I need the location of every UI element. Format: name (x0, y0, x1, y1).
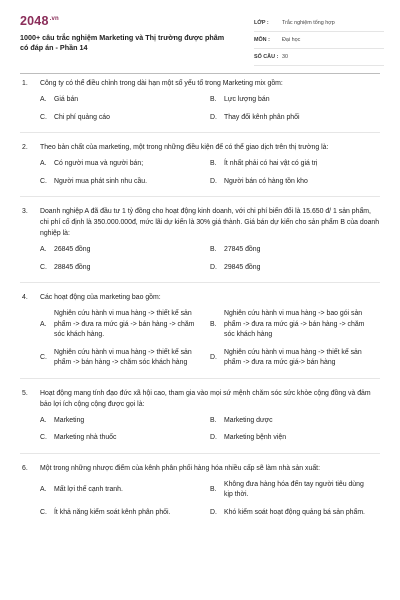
option-letter: C. (40, 434, 47, 441)
question-5 (0, 388, 400, 444)
answer-options (40, 309, 380, 369)
meta-table (254, 15, 384, 66)
answer-option-b[interactable] (210, 159, 380, 170)
answer-option-d[interactable] (210, 348, 380, 369)
option-letter: C. (40, 263, 47, 271)
option-text: Người bán có hàng tồn kho (224, 177, 308, 185)
question-2 (0, 142, 400, 187)
question-1 (0, 78, 400, 123)
question-text: Công ty có thể điều chỉnh trong dài hạn một số yếu tố trong Marketing mix gồm: (40, 80, 283, 87)
option-letter: B. (210, 320, 217, 328)
site-logo[interactable] (20, 14, 59, 28)
meta-value: Trắc nghiệm tổng hợp (282, 20, 335, 26)
answer-option-a[interactable] (40, 480, 210, 501)
answer-option-b[interactable] (210, 245, 380, 256)
answer-options (40, 159, 380, 187)
option-letter: A. (40, 96, 47, 103)
page-title: 1000+ câu trắc nghiệm Marketing và Thị trường được phâm có đáp án - Phần 14 (20, 33, 225, 52)
answer-option-a[interactable] (40, 416, 210, 427)
meta-value: 30 (282, 54, 288, 60)
question-6 (0, 463, 400, 519)
option-text: Marketing bệnh viện (224, 434, 287, 441)
option-letter: D. (210, 177, 217, 185)
option-letter: A. (40, 320, 47, 328)
option-text: Nghiên cứu hành vi mua hàng -> thiết kế sản phẩm -> đưa ra mức giá -> bán hàng -> chăm sóc khách hàng. (54, 310, 195, 338)
question-text: Doanh nghiệp A đã đầu tư 1 tỷ đồng cho hoạt động kinh doanh, với chi phí biến đổi là 15.650 đ/ 1 sản phẩm, chi phí cố định là 350.000.000đ, mức lãi dự kiến là 30% giá thành. Giá bán dự kiến cho sản phẩm B của doanh nghiệp là: (40, 208, 380, 237)
option-text: Mất lợi thế cạnh tranh. (54, 485, 123, 493)
question-text: Theo bản chất của marketing, một trong những điều kiện để có thể giao dịch trên thị trường là: (40, 144, 329, 151)
option-text: Có người mua và người bán; (54, 160, 144, 167)
question-stem (20, 142, 380, 153)
question-stem (20, 206, 380, 239)
option-text: Người mua phát sinh nhu cầu. (54, 177, 148, 185)
option-letter: B. (210, 160, 217, 167)
option-letter: D. (210, 508, 217, 516)
option-letter: C. (40, 113, 47, 121)
answer-option-b[interactable] (210, 416, 380, 427)
answer-option-c[interactable] (40, 177, 210, 188)
question-3 (0, 206, 400, 273)
answer-option-a[interactable] (40, 159, 210, 170)
question-4 (0, 292, 400, 369)
answer-options (40, 245, 380, 273)
question-number: 5. (22, 389, 28, 397)
option-letter: A. (40, 160, 47, 167)
answer-option-a[interactable] (40, 95, 210, 106)
option-letter: C. (40, 177, 47, 185)
question-number: 2. (22, 144, 28, 151)
meta-row-count (254, 49, 384, 66)
answer-option-d[interactable] (210, 508, 380, 519)
answer-option-c[interactable] (40, 508, 210, 519)
question-divider (20, 132, 380, 133)
answer-option-d[interactable] (210, 433, 380, 444)
option-text: Khó kiểm soát hoạt động quảng bá sản phẩm. (224, 508, 365, 516)
answer-options (40, 95, 380, 123)
page-header (0, 0, 400, 60)
option-text: 29845 đồng (224, 263, 261, 271)
option-text: Marketing nhà thuốc (54, 434, 117, 441)
question-divider (20, 196, 380, 197)
answer-option-a[interactable] (40, 309, 210, 341)
option-letter: C. (40, 508, 47, 516)
meta-row-subject (254, 32, 384, 49)
option-letter: B. (210, 485, 217, 493)
header-divider (20, 73, 380, 74)
answer-option-d[interactable] (210, 113, 380, 124)
option-text: Không đưa hàng hóa đến tay người tiêu dùng kịp thời. (224, 480, 364, 498)
meta-value: Đại học (282, 37, 301, 43)
option-text: Chi phí quảng cáo (54, 113, 110, 121)
option-text: Ít khả năng kiểm soát kênh phân phối. (54, 508, 171, 516)
question-divider (20, 453, 380, 454)
meta-label: MÔN : (254, 37, 270, 43)
question-stem (20, 292, 380, 303)
answer-options (40, 416, 380, 444)
option-text: Giá bán (54, 96, 79, 103)
question-number: 4. (22, 294, 28, 301)
question-stem (20, 388, 380, 410)
question-text: Hoạt động mang tính đạo đức xã hội cao, tham gia vào mọi sứ mệnh chăm sóc sức khỏe cộng đồng và đảm bảo lợi ích cộng cộng được gọi là: (40, 389, 371, 408)
meta-row-class (254, 15, 384, 32)
option-text: 26845 đồng (54, 246, 91, 253)
question-text: Một trong những nhược điểm của kênh phân phối hàng hóa nhiều cấp sẽ làm nhà sản xuất: (40, 464, 320, 472)
answer-option-d[interactable] (210, 177, 380, 188)
option-letter: B. (210, 96, 217, 103)
answer-option-c[interactable] (40, 433, 210, 444)
option-letter: A. (40, 485, 47, 493)
option-text: Marketing dược (224, 416, 273, 424)
option-text: 28845 đồng (54, 263, 91, 271)
answer-option-c[interactable] (40, 263, 210, 274)
answer-option-c[interactable] (40, 113, 210, 124)
question-divider (20, 378, 380, 379)
question-number: 1. (22, 80, 28, 87)
answer-option-d[interactable] (210, 263, 380, 274)
answer-option-b[interactable] (210, 95, 380, 106)
option-letter: D. (210, 434, 217, 441)
option-letter: B. (210, 246, 217, 253)
logo-tld: .vn (49, 15, 59, 22)
option-text: Nghiên cứu hành vi mua hàng -> bao gói sản phẩm -> đưa ra mức giá -> bán hàng -> chăm sóc khách hàng (224, 310, 365, 338)
answer-option-c[interactable] (40, 348, 210, 369)
option-text: Ít nhất phải có hai vật có giá trị (224, 160, 318, 167)
option-letter: A. (40, 246, 47, 253)
option-text: Thay đổi kênh phân phối (224, 113, 300, 121)
meta-label: LỚP : (254, 20, 269, 26)
option-letter: A. (40, 416, 47, 424)
option-letter: D. (210, 353, 217, 361)
option-text: Nghiên cứu hành vi mua hàng -> thiết kế sản phẩm -> đưa ra mức giá-> bán hàng (224, 348, 362, 366)
answer-option-a[interactable] (40, 245, 210, 256)
logo-text: 2048 (20, 14, 49, 28)
answer-option-b[interactable] (210, 480, 380, 501)
question-stem (20, 78, 380, 89)
question-text: Các hoạt động của marketing bao gồm: (40, 294, 161, 301)
option-letter: B. (210, 416, 217, 424)
option-letter: D. (210, 113, 217, 121)
question-number: 6. (22, 464, 28, 472)
option-text: Marketing (54, 416, 85, 424)
meta-label: SỐ CÂU : (254, 54, 279, 60)
answer-option-b[interactable] (210, 309, 380, 341)
question-number: 3. (22, 208, 28, 215)
question-divider (20, 282, 380, 283)
option-letter: D. (210, 263, 217, 271)
option-text: Lực lượng bán (224, 96, 270, 103)
answer-options (40, 480, 380, 519)
option-text: Nghiên cứu hành vi mua hàng -> thiết kế sản phẩm -> bán hàng -> chăm sóc khách hàng (54, 348, 192, 366)
option-text: 27845 đồng (224, 246, 261, 253)
question-stem (20, 463, 380, 474)
question-list (0, 78, 400, 518)
option-letter: C. (40, 353, 47, 361)
